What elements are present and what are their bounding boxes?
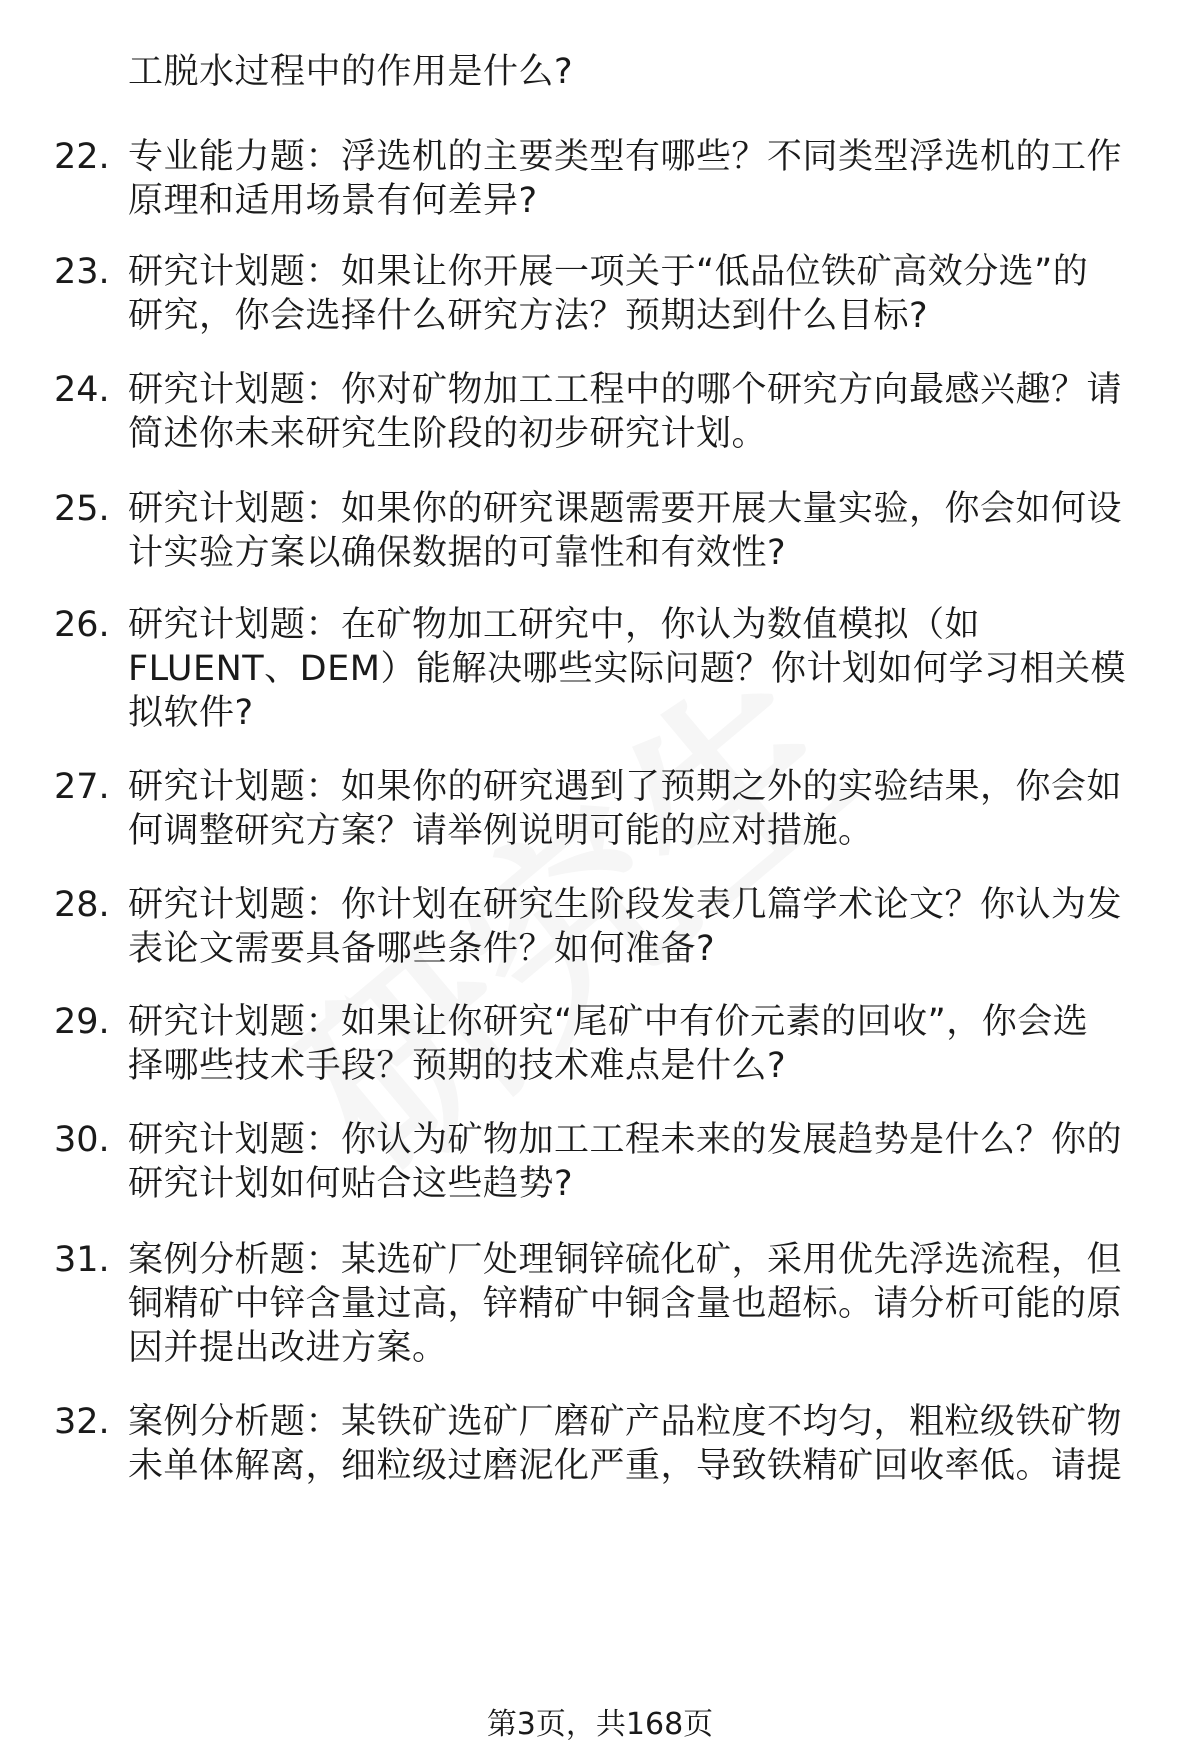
question-text-line: 案例分析题：某选矿厂处理铜锌硫化矿，采用优先浮选流程，但 bbox=[128, 1240, 1123, 1280]
question-text-line: 计实验方案以确保数据的可靠性和有效性? bbox=[128, 533, 787, 573]
question-text-line: 研究计划如何贴合这些趋势? bbox=[128, 1164, 574, 1204]
question-text-line: 何调整研究方案？请举例说明可能的应对措施。 bbox=[128, 811, 874, 851]
question-text-line: 专业能力题：浮选机的主要类型有哪些？不同类型浮选机的工作 bbox=[128, 137, 1123, 177]
question-text-line: 案例分析题：某铁矿选矿厂磨矿产品粒度不均匀，粗粒级铁矿物 bbox=[128, 1402, 1123, 1442]
question-number: 25. bbox=[54, 489, 110, 529]
question-text-line: 因并提出改进方案。 bbox=[128, 1328, 448, 1368]
question-text-line: 简述你未来研究生阶段的初步研究计划。 bbox=[128, 414, 768, 454]
question-text-line: 研究，你会选择什么研究方法？预期达到什么目标? bbox=[128, 296, 929, 336]
question-text-line: 研究计划题：如果你的研究遇到了预期之外的实验结果，你会如 bbox=[128, 767, 1123, 807]
question-text-line: 原理和适用场景有何差异? bbox=[128, 181, 538, 221]
question-text-line: 研究计划题：你对矿物加工工程中的哪个研究方向最感兴趣？请 bbox=[128, 370, 1123, 410]
question-text-line: 择哪些技术手段？预期的技术难点是什么? bbox=[128, 1046, 787, 1086]
question-number: 32. bbox=[54, 1402, 110, 1442]
continuation-line: 工脱水过程中的作用是什么? bbox=[128, 52, 574, 92]
question-number: 26. bbox=[54, 605, 110, 645]
question-text-line: 未单体解离，细粒级过磨泥化严重，导致铁精矿回收率低。请提 bbox=[128, 1446, 1123, 1486]
question-text-line: FLUENT、DEM）能解决哪些实际问题？你计划如何学习相关模 bbox=[128, 649, 1126, 689]
question-text-line: 研究计划题：如果让你研究“尾矿中有价元素的回收”，你会选 bbox=[128, 1002, 1089, 1042]
question-number: 23. bbox=[54, 252, 110, 292]
question-text-line: 研究计划题：你计划在研究生阶段发表几篇学术论文？你认为发 bbox=[128, 885, 1123, 925]
question-number: 31. bbox=[54, 1240, 110, 1280]
question-number: 30. bbox=[54, 1120, 110, 1160]
question-number: 29. bbox=[54, 1002, 110, 1042]
question-text-line: 拟软件? bbox=[128, 693, 254, 733]
question-number: 27. bbox=[54, 767, 110, 807]
question-text-line: 铜精矿中锌含量过高，锌精矿中铜含量也超标。请分析可能的原 bbox=[128, 1284, 1123, 1324]
question-text-line: 研究计划题：如果你的研究课题需要开展大量实验，你会如何设 bbox=[128, 489, 1123, 529]
question-text-line: 研究计划题：在矿物加工研究中，你认为数值模拟（如 bbox=[128, 605, 981, 645]
question-text-line: 研究计划题：你认为矿物加工工程未来的发展趋势是什么？你的 bbox=[128, 1120, 1123, 1160]
question-text-line: 研究计划题：如果让你开展一项关于“低品位铁矿高效分选”的 bbox=[128, 252, 1089, 292]
question-number: 28. bbox=[54, 885, 110, 925]
question-text-line: 表论文需要具备哪些条件？如何准备? bbox=[128, 929, 716, 969]
page-footer: 第3页，共168页 bbox=[486, 1707, 714, 1742]
question-number: 24. bbox=[54, 370, 110, 410]
question-number: 22. bbox=[54, 137, 110, 177]
